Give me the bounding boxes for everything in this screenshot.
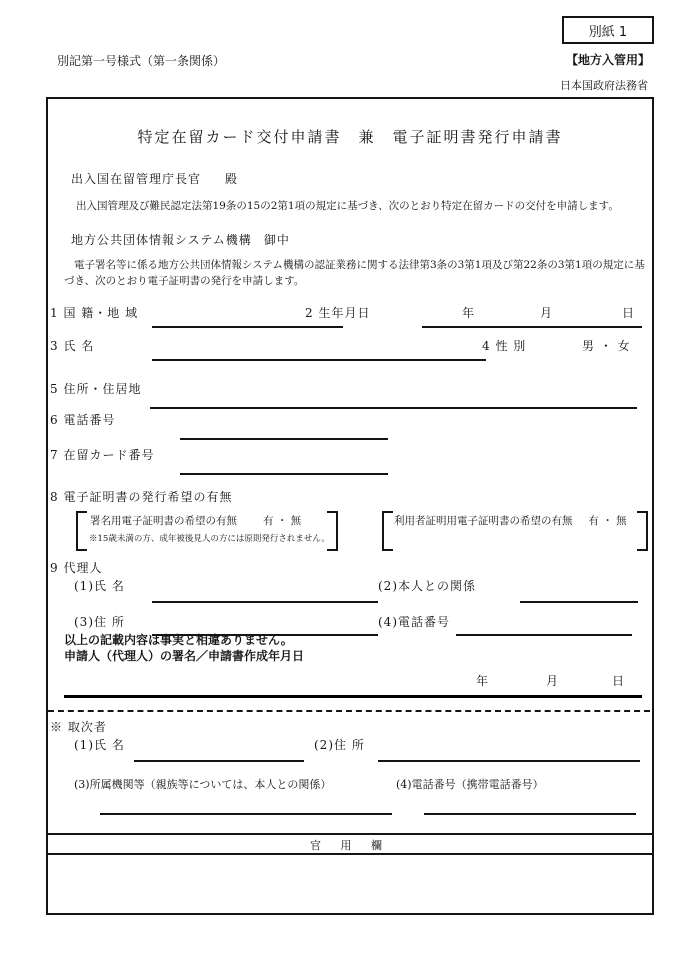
signature-cert-label: 署名用電子証明書の希望の有無 <box>90 515 237 527</box>
signature-cert-row <box>90 513 301 528</box>
signature-cert-bracket-close <box>327 511 338 551</box>
certificate-section-label: 8 電子証明書の発行希望の有無 <box>50 490 233 504</box>
form-title: 特定在留カード交付申請書 兼 電子証明書発行申請書 <box>137 128 563 146</box>
user-cert-options: 有 ・ 無 <box>588 515 627 527</box>
phone-field-line <box>180 438 388 440</box>
declaration-day-label: 日 <box>612 674 625 688</box>
intermediary-address-label: (2)住 所 <box>314 738 365 752</box>
agent-section-label: 9 代理人 <box>50 561 103 575</box>
nationality-field-line <box>152 326 343 328</box>
signature-cert-options: 有 ・ 無 <box>263 515 302 527</box>
declaration-month-label: 月 <box>546 674 559 688</box>
name-label: 3 氏 名 <box>50 339 95 353</box>
sex-options: 男 ・ 女 <box>582 339 631 353</box>
official-use-bottom-line <box>48 853 652 855</box>
official-use-label: 官 用 欄 <box>310 839 390 852</box>
name-field-line <box>152 359 486 361</box>
intermediary-phone-label: (4)電話番号（携帯電話番号） <box>396 778 544 791</box>
signature-cert-bracket-open <box>76 511 87 551</box>
intermediary-address-field-line <box>378 760 640 762</box>
agent-relationship-field-line <box>520 601 638 603</box>
attachment-number-box <box>562 16 654 44</box>
form-style-note: 別記第一号様式（第一条関係） <box>57 54 226 68</box>
user-cert-bracket-close <box>637 511 648 551</box>
residence-card-number-label: 7 在留カード番号 <box>50 448 155 462</box>
intermediary-name-label: (1)氏 名 <box>74 738 125 752</box>
addressee-jlis-name: 地方公共団体情報システム機構 <box>71 233 252 247</box>
address-label: 5 住所・住居地 <box>50 382 142 396</box>
addressee-immigration-name: 出入国在留管理庁長官 <box>71 172 202 186</box>
attachment-number-label: 別紙 1 <box>588 24 628 40</box>
jurisdiction-note: 【地方入管用】 <box>565 53 650 67</box>
form-border <box>46 97 654 915</box>
agent-phone-field-line <box>456 634 632 636</box>
statement-residence-card: 出入国管理及び難民認定法第19条の15の2第1項の規定に基づき、次のとおり特定在留カードの交付を申請します。 <box>76 200 619 212</box>
birthdate-month-label: 月 <box>540 306 553 320</box>
residence-card-number-field-line <box>180 473 388 475</box>
nationality-label: 1 国 籍・地 域 <box>50 306 139 320</box>
addressee-jlis-honorific: 御中 <box>263 233 290 247</box>
addressee-immigration <box>71 170 238 187</box>
intermediary-organization-field-line <box>100 813 392 815</box>
intermediary-name-field-line <box>134 760 304 762</box>
birthdate-field-line <box>422 326 642 328</box>
agent-relationship-label: (2)本人との関係 <box>378 579 476 593</box>
agent-phone-label: (4)電話番号 <box>378 615 450 629</box>
addressee-immigration-honorific: 殿 <box>225 172 239 186</box>
user-cert-bracket-open <box>382 511 393 551</box>
birthdate-label: 2 生年月日 <box>305 306 371 320</box>
intermediary-phone-field-line <box>424 813 636 815</box>
intermediary-section-label: ※ 取次者 <box>50 720 107 734</box>
government-label: 日本国政府法務省 <box>560 79 648 92</box>
agent-address-label: (3)住 所 <box>74 615 125 629</box>
birthdate-year-label: 年 <box>462 306 475 320</box>
official-use-top-line <box>48 833 652 835</box>
signature-line <box>64 695 642 698</box>
addressee-jlis <box>71 231 290 248</box>
agent-name-label: (1)氏 名 <box>74 579 125 593</box>
statement-certificate: 電子署名等に係る地方公共団体情報システム機構の認証業務に関する法律第3条の3第1項及び第22条の3第1項の規定に基づき、次のとおり電子証明書の発行を申請します。 <box>64 259 645 288</box>
sex-label: 4 性 別 <box>482 339 527 353</box>
agent-name-field-line <box>152 601 378 603</box>
user-cert-row <box>394 513 627 528</box>
intermediary-organization-label: (3)所属機関等（親族等については、本人との関係） <box>74 778 332 791</box>
declaration-year-label: 年 <box>476 674 489 688</box>
phone-label: 6 電話番号 <box>50 413 116 427</box>
address-field-line <box>150 407 637 409</box>
user-cert-label: 利用者証明用電子証明書の希望の有無 <box>394 515 573 527</box>
dashed-separator <box>48 710 650 712</box>
declaration-line1: 以上の記載内容は事実と相違ありません。 <box>64 633 293 647</box>
birthdate-day-label: 日 <box>622 306 635 320</box>
signature-cert-note: ※15歳未満の方、成年被後見人の方には原則発行されません。 <box>89 534 330 544</box>
declaration-line2: 申請人（代理人）の署名／申請書作成年月日 <box>64 649 305 663</box>
